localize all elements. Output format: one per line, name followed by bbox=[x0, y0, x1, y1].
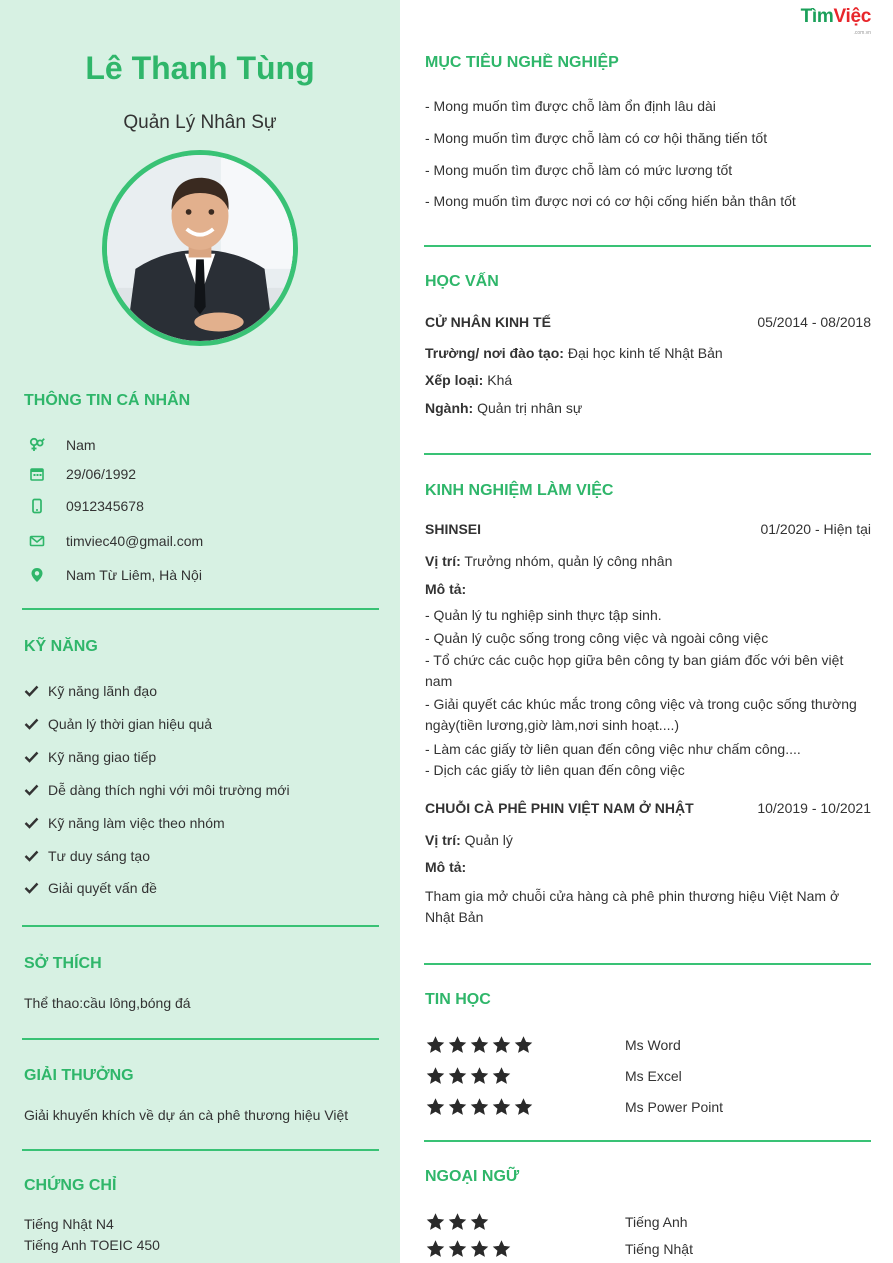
job-position: Vị trí: Trưởng nhóm, quản lý công nhân bbox=[425, 553, 673, 569]
star-icon bbox=[447, 1097, 468, 1117]
timviec-logo: TìmViệc bbox=[800, 6, 871, 27]
objective-item: - Mong muốn tìm được chỗ làm ổn định lâu dài bbox=[425, 98, 716, 114]
education-major: Ngành: Quản trị nhân sự bbox=[425, 400, 583, 416]
rating-stars bbox=[425, 1066, 625, 1086]
star-icon bbox=[491, 1097, 512, 1117]
job-entry bbox=[425, 521, 871, 537]
objective-item: - Mong muốn tìm được chỗ làm có mức lương tốt bbox=[425, 162, 733, 178]
education-entry bbox=[425, 314, 871, 330]
avatar-photo bbox=[107, 155, 293, 341]
education-period: 05/2014 - 08/2018 bbox=[757, 314, 871, 330]
it-heading: TIN HỌC bbox=[425, 991, 491, 1008]
star-icon bbox=[513, 1035, 534, 1055]
info-gender bbox=[28, 433, 388, 457]
check-icon bbox=[24, 751, 40, 763]
skill-item bbox=[24, 877, 384, 899]
job-desc-line: - Quản lý tu nghiệp sinh thực tập sinh. bbox=[425, 607, 662, 623]
star-icon bbox=[425, 1066, 446, 1086]
birthday-value: 29/06/1992 bbox=[66, 466, 137, 482]
experience-heading: KINH NGHIỆM LÀM VIỆC bbox=[425, 482, 614, 499]
education-school: Trường/ nơi đào tạo: Đại học kinh tế Nhật Bản bbox=[425, 345, 723, 361]
phone-value: 0912345678 bbox=[66, 498, 144, 514]
check-icon bbox=[24, 784, 40, 796]
gender-icon bbox=[28, 436, 46, 454]
rating-stars bbox=[425, 1212, 625, 1232]
job-desc-line: - Quản lý cuộc sống trong công việc và ngoài công việc bbox=[425, 630, 769, 646]
objective-heading: MỤC TIÊU NGHỀ NGHIỆP bbox=[425, 54, 619, 71]
language-name: Tiếng Nhật bbox=[625, 1241, 693, 1257]
job-desc-label: Mô tả: bbox=[425, 859, 467, 875]
job-position: Vị trí: Quản lý bbox=[425, 832, 513, 848]
job-desc-line: - Làm các giấy tờ liên quan đến công việc như chấm công.... bbox=[425, 741, 801, 757]
info-phone bbox=[28, 494, 388, 518]
skill-label: Giải quyết vấn đề bbox=[48, 880, 157, 896]
divider bbox=[22, 925, 379, 927]
location-icon bbox=[28, 566, 46, 584]
candidate-job-title: Quản Lý Nhân Sự bbox=[123, 112, 277, 133]
star-icon bbox=[447, 1066, 468, 1086]
star-icon bbox=[469, 1066, 490, 1086]
check-icon bbox=[24, 685, 40, 697]
info-address bbox=[28, 563, 388, 587]
divider bbox=[424, 1140, 871, 1142]
skill-label: Tư duy sáng tạo bbox=[48, 848, 150, 864]
divider bbox=[424, 245, 871, 247]
gender-value: Nam bbox=[66, 437, 96, 453]
objective-item: - Mong muốn tìm được chỗ làm có cơ hội thăng tiến tốt bbox=[425, 130, 768, 146]
skill-label: Kỹ năng giao tiếp bbox=[48, 749, 157, 765]
it-skill-row bbox=[425, 1064, 871, 1088]
star-icon bbox=[447, 1212, 468, 1232]
job-company: SHINSEI bbox=[425, 521, 482, 537]
phone-icon bbox=[28, 497, 46, 515]
skills-heading: KỸ NĂNG bbox=[24, 638, 98, 655]
job-desc-line: - Dịch các giấy tờ liên quan đến công việc bbox=[425, 762, 685, 778]
hobbies-text: Thể thao:cầu lông,bóng đá bbox=[24, 995, 191, 1011]
calendar-icon bbox=[28, 465, 46, 483]
address-value: Nam Từ Liêm, Hà Nội bbox=[66, 567, 202, 583]
language-row bbox=[425, 1237, 871, 1261]
language-name: Tiếng Anh bbox=[625, 1214, 688, 1230]
skill-item bbox=[24, 779, 384, 801]
star-icon bbox=[469, 1097, 490, 1117]
star-icon bbox=[469, 1035, 490, 1055]
certificate-item: Tiếng Nhật N4 bbox=[24, 1216, 114, 1232]
divider bbox=[22, 1149, 379, 1151]
star-icon bbox=[491, 1035, 512, 1055]
degree-title: CỬ NHÂN KINH TẾ bbox=[425, 314, 551, 330]
check-icon bbox=[24, 850, 40, 862]
education-rank: Xếp loại: Khá bbox=[425, 372, 513, 388]
education-heading: HỌC VẤN bbox=[425, 273, 499, 290]
certificates-heading: CHỨNG CHỈ bbox=[24, 1177, 117, 1194]
main-content bbox=[400, 0, 893, 1263]
skill-label: Kỹ năng lãnh đạo bbox=[48, 683, 157, 699]
it-skill-name: Ms Word bbox=[625, 1037, 681, 1053]
info-email bbox=[28, 529, 388, 553]
star-icon bbox=[425, 1097, 446, 1117]
star-icon bbox=[469, 1212, 490, 1232]
job-period: 01/2020 - Hiện tại bbox=[760, 521, 871, 537]
certificate-item: Tiếng Anh TOEIC 450 bbox=[24, 1237, 160, 1253]
language-row bbox=[425, 1210, 871, 1234]
check-icon bbox=[24, 718, 40, 730]
star-icon bbox=[425, 1035, 446, 1055]
divider bbox=[22, 608, 379, 610]
rating-stars bbox=[425, 1239, 625, 1259]
skill-item bbox=[24, 680, 384, 702]
check-icon bbox=[24, 817, 40, 829]
skill-item bbox=[24, 713, 384, 735]
awards-heading: GIẢI THƯỞNG bbox=[24, 1067, 134, 1084]
skill-label: Dễ dàng thích nghi với môi trường mới bbox=[48, 782, 290, 798]
it-skill-row bbox=[425, 1095, 871, 1119]
divider bbox=[424, 453, 871, 455]
rating-stars bbox=[425, 1035, 625, 1055]
star-icon bbox=[491, 1066, 512, 1086]
divider bbox=[424, 963, 871, 965]
star-icon bbox=[447, 1035, 468, 1055]
job-desc-line: Tham gia mở chuỗi cửa hàng cà phê phin thương hiệu Việt Nam ở Nhật Bản bbox=[425, 888, 840, 925]
info-birthday bbox=[28, 462, 388, 486]
divider bbox=[22, 1038, 379, 1040]
email-value: timviec40@gmail.com bbox=[66, 533, 204, 549]
skill-label: Quản lý thời gian hiệu quả bbox=[48, 716, 213, 732]
it-skill-name: Ms Excel bbox=[625, 1068, 682, 1084]
skill-item bbox=[24, 746, 384, 768]
star-icon bbox=[513, 1097, 534, 1117]
awards-text: Giải khuyến khích về dự án cà phê thương hiệu Việt bbox=[24, 1107, 349, 1123]
it-skill-row bbox=[425, 1033, 871, 1057]
star-icon bbox=[469, 1239, 490, 1259]
job-entry bbox=[425, 800, 871, 816]
skill-label: Kỹ năng làm việc theo nhóm bbox=[48, 815, 225, 831]
avatar bbox=[102, 150, 298, 346]
star-icon bbox=[491, 1239, 512, 1259]
email-icon bbox=[28, 532, 46, 550]
job-desc-line: - Tổ chức các cuộc họp giữa bên công ty ban giám đốc với bên việt nam bbox=[425, 652, 844, 689]
job-desc-line: - Giải quyết các khúc mắc trong công việc và trong cuộc sống thường ngày(tiền lương,giờ làm,nơi sinh hoạt....) bbox=[425, 696, 857, 733]
star-icon bbox=[425, 1239, 446, 1259]
languages-heading: NGOẠI NGỮ bbox=[425, 1168, 520, 1185]
check-icon bbox=[24, 882, 40, 894]
personal-info-heading: THÔNG TIN CÁ NHÂN bbox=[24, 392, 191, 409]
candidate-name: Lê Thanh Tùng bbox=[85, 50, 315, 86]
star-icon bbox=[447, 1239, 468, 1259]
job-desc-label: Mô tả: bbox=[425, 581, 467, 597]
job-company: CHUỖI CÀ PHÊ PHIN VIỆT NAM Ở NHẬT bbox=[425, 800, 694, 816]
skill-item bbox=[24, 845, 384, 867]
skill-item bbox=[24, 812, 384, 834]
star-icon bbox=[425, 1212, 446, 1232]
timviec-logo-domain: .com.vn bbox=[853, 30, 871, 36]
job-period: 10/2019 - 10/2021 bbox=[757, 800, 871, 816]
hobbies-heading: SỞ THÍCH bbox=[24, 955, 102, 972]
it-skill-name: Ms Power Point bbox=[625, 1099, 724, 1115]
rating-stars bbox=[425, 1097, 625, 1117]
sidebar bbox=[0, 0, 400, 1263]
objective-item: - Mong muốn tìm được nơi có cơ hội cống hiến bản thân tốt bbox=[425, 193, 796, 209]
